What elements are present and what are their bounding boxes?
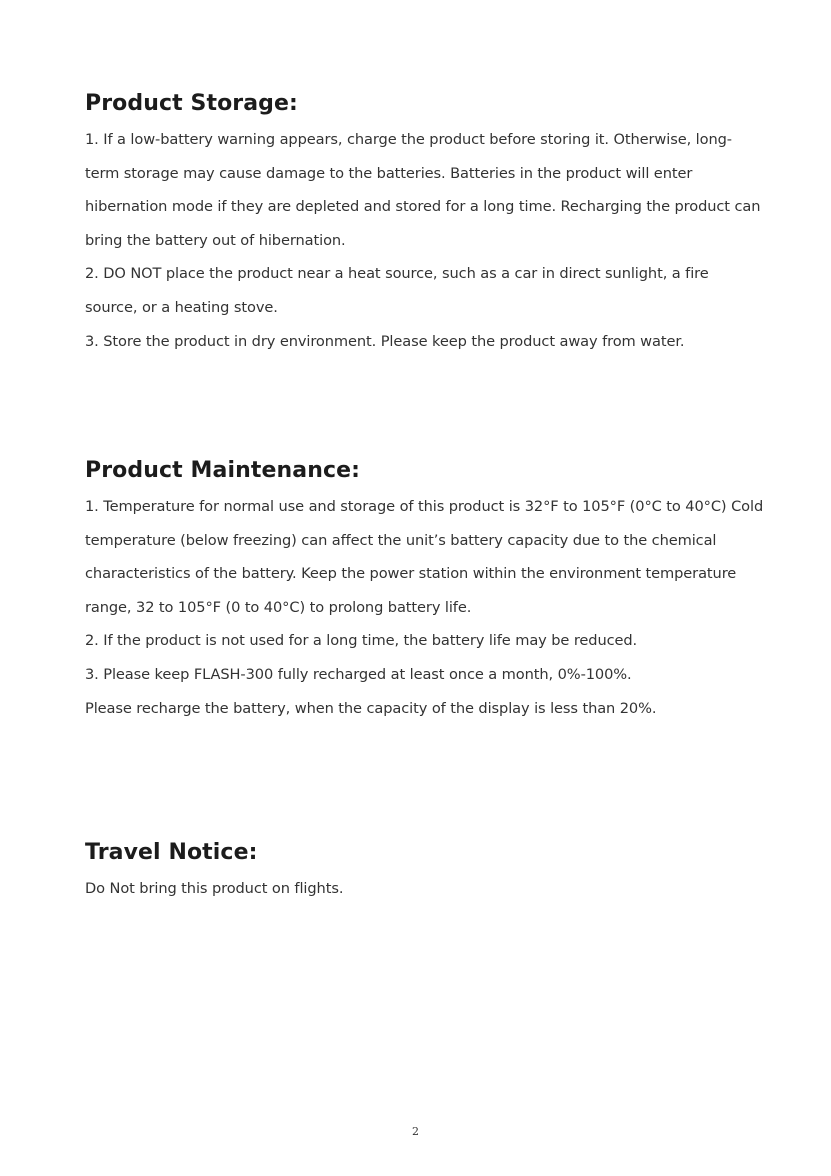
travel-section — [85, 838, 765, 906]
maintenance-item-3: 3. Please keep FLASH-300 fully recharged at least once a month, 0%-100%. — [85, 665, 632, 683]
maintenance-heading: Product Maintenance: — [85, 458, 361, 483]
storage-section — [85, 89, 765, 358]
storage-item-2: 2. DO NOT place the product near a heat source, such as a car in direct sunlight, a fire source, or a heating stove. — [85, 265, 709, 316]
maintenance-item-1: 1. Temperature for normal use and storage of this product is 32°F to 105°F (0°C to 40°C) Cold temperature (below freezing) can affect the unit’s battery capacity due to the chemical characteristics of the battery. Keep the power station within the environment temperature range, 32 to 105°F (0 to 40°C) to prolong battery life. — [85, 498, 764, 616]
storage-item-3: 3. Store the product in dry environment. Please keep the product away from water. — [85, 332, 685, 350]
travel-item-1: Do Not bring this product on flights. — [85, 880, 344, 897]
maintenance-item-4: Please recharge the battery, when the capacity of the display is less than 20%. — [85, 699, 657, 717]
maintenance-section — [85, 456, 765, 725]
storage-heading: Product Storage: — [85, 91, 298, 116]
storage-item-1: 1. If a low-battery warning appears, charge the product before storing it. Otherwise, long-term storage may cause damage to the batteries. Batteries in the product will enter hibernation mode if they are depleted and stored for a long time. Recharging the product can bring the battery out of hibernation. — [85, 131, 761, 249]
travel-heading: Travel Notice: — [85, 840, 258, 865]
maintenance-item-2: 2. If the product is not used for a long time, the battery life may be reduced. — [85, 632, 638, 650]
page-number: 2 — [412, 1125, 419, 1138]
